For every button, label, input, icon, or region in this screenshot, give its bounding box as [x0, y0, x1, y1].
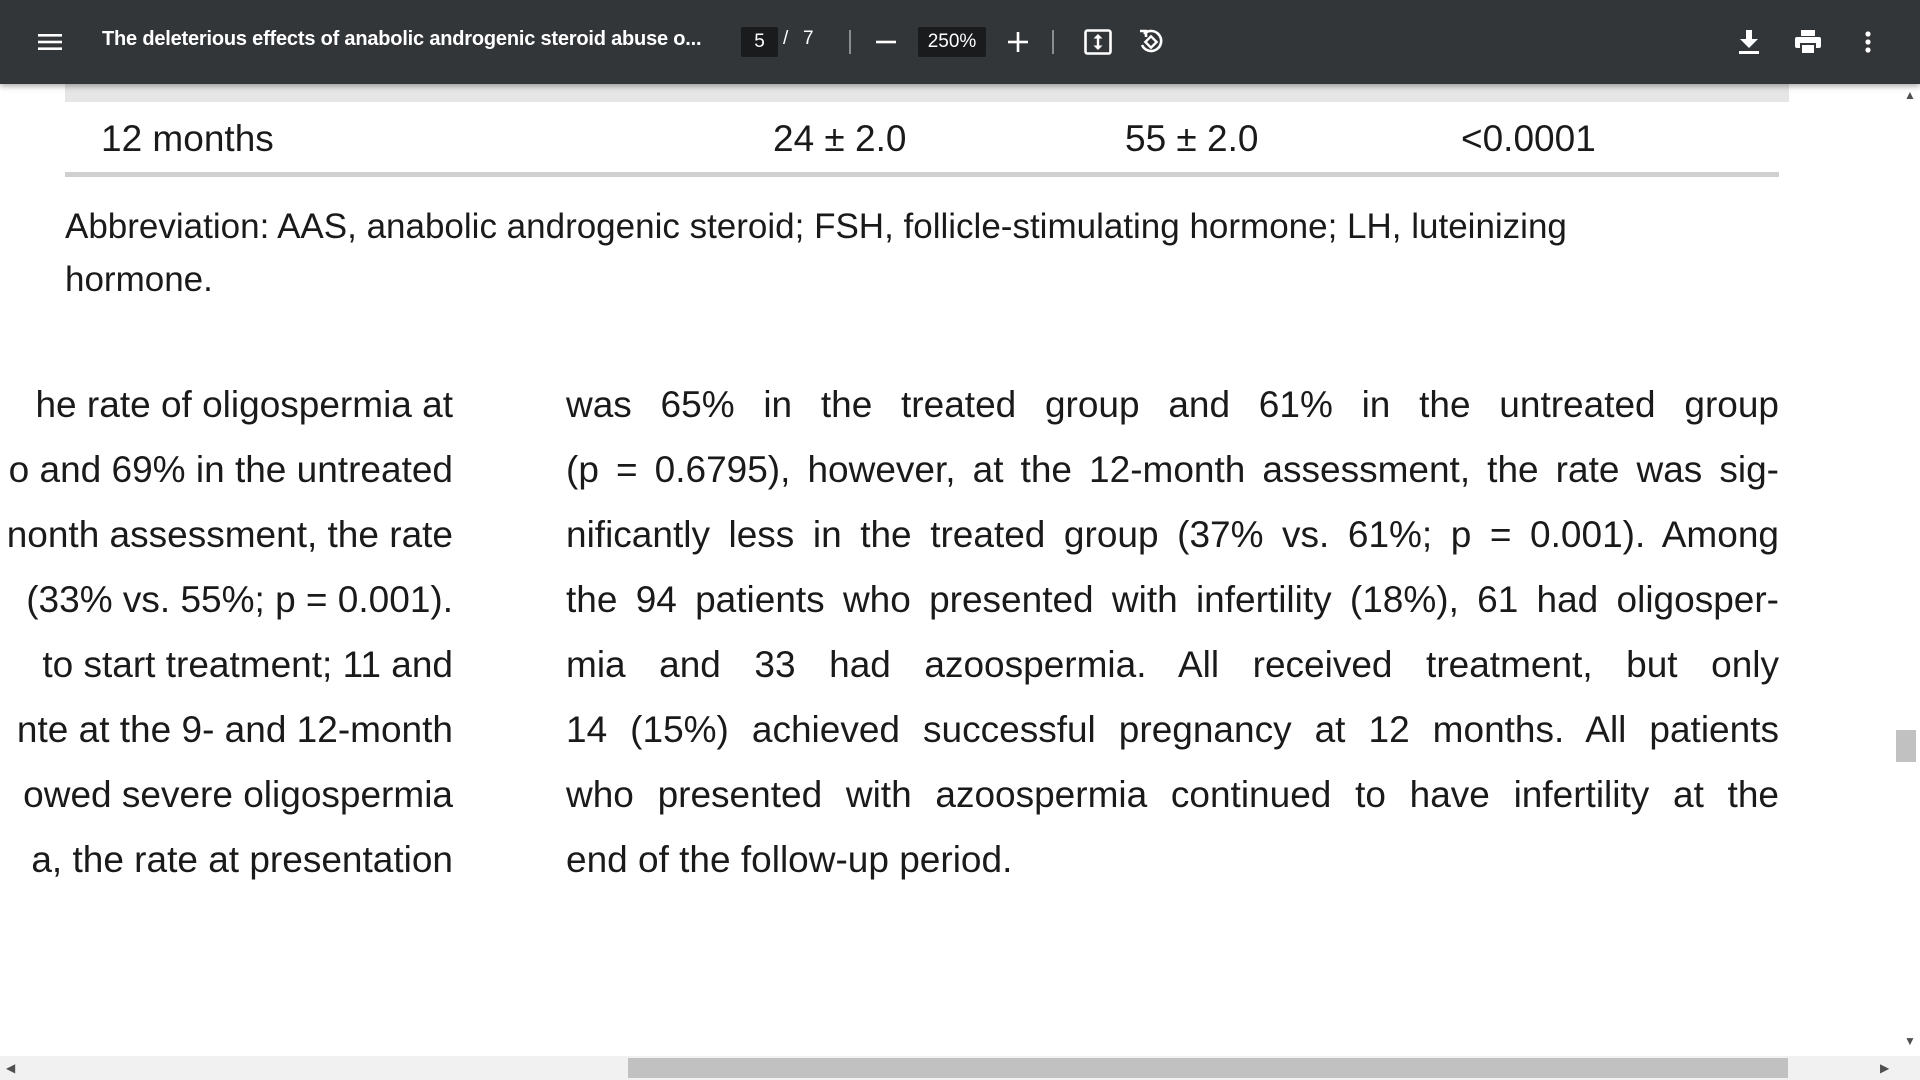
fit-page-icon [1084, 29, 1112, 55]
zoom-out-button[interactable] [866, 22, 906, 62]
vertical-scrollbar[interactable] [1900, 84, 1920, 1056]
text-line: was 65% in the treated group and 61% in the untreated group [566, 384, 1779, 425]
download-button[interactable] [1729, 22, 1769, 62]
menu-icon [38, 32, 62, 52]
scroll-down-arrow-icon[interactable]: ▼ [1904, 1034, 1916, 1048]
vertical-scroll-thumb[interactable] [1896, 730, 1916, 762]
table-cell-label: 12 months [101, 118, 274, 159]
footnote-line: Abbreviation: AAS, anabolic androgenic steroid; FSH, follicle-stimulating hormone; LH, luteinizing [65, 207, 1567, 246]
print-icon [1795, 30, 1821, 54]
footnote-line: hormone. [65, 260, 213, 299]
scroll-right-arrow-icon[interactable]: ▶ [1880, 1061, 1890, 1075]
page-total: 7 [803, 28, 814, 49]
scrollbar-corner [1900, 1056, 1920, 1080]
text-line: (33% vs. 55%; p = 0.001). [26, 579, 453, 620]
scroll-left-arrow-icon[interactable]: ◀ [6, 1061, 16, 1075]
more-vert-icon [1865, 31, 1871, 53]
document-viewer[interactable] [0, 84, 1920, 1080]
table-cell: 55 ± 2.0 [1125, 118, 1259, 159]
text-line: who presented with azoospermia continued to have infertility at the [566, 774, 1779, 815]
text-line: owed severe oligospermia [23, 774, 453, 815]
plus-icon [1008, 32, 1028, 52]
table-footnote [65, 200, 1765, 306]
toolbar-divider [1052, 30, 1054, 54]
text-line: the 94 patients who presented with infertility (18%), 61 had oligosper- [566, 579, 1779, 620]
scroll-up-arrow-icon[interactable]: ▲ [1904, 88, 1916, 102]
text-line: o and 69% in the untreated [8, 449, 453, 490]
text-line: to start treatment; 11 and [42, 644, 453, 685]
left-text-column [0, 372, 453, 892]
text-line: nificantly less in the treated group (37% vs. 61%; p = 0.001). Among [566, 514, 1779, 555]
table-cell-p-value: <0.0001 [1461, 118, 1596, 159]
rotate-button[interactable] [1131, 22, 1171, 62]
text-line: he rate of oligospermia at [35, 384, 453, 425]
print-button[interactable] [1788, 22, 1828, 62]
page-number-input[interactable]: 5 [741, 27, 778, 57]
toolbar-divider [849, 30, 851, 54]
text-line: mia and 33 had azoospermia. All received treatment, but only [566, 644, 1779, 685]
menu-button[interactable] [30, 22, 70, 62]
zoom-level-input[interactable]: 250% [918, 27, 986, 57]
pdf-page [0, 84, 1900, 1056]
text-line: nonth assessment, the rate [6, 514, 453, 555]
text-line: nte at the 9- and 12-month [16, 709, 453, 750]
table-bottom-rule [65, 172, 1779, 177]
horizontal-scroll-thumb[interactable] [628, 1058, 1788, 1078]
fit-to-page-button[interactable] [1078, 22, 1118, 62]
text-line: (p = 0.6795), however, at the 12-month assessment, the rate was sig- [566, 449, 1779, 490]
pdf-toolbar [0, 0, 1920, 84]
minus-icon [876, 40, 896, 44]
download-icon [1738, 30, 1760, 54]
table-row [65, 102, 1779, 159]
text-line: 14 (15%) achieved successful pregnancy at 12 months. All patients [566, 709, 1779, 750]
page-separator: / [783, 28, 789, 49]
right-text-column [566, 372, 1779, 892]
more-options-button[interactable] [1848, 22, 1888, 62]
table-row-shading [65, 84, 1789, 102]
rotate-icon [1137, 28, 1165, 56]
document-title: The deleterious effects of anabolic androgenic steroid abuse o... [102, 28, 702, 50]
text-line: end of the follow-up period. [566, 839, 1013, 880]
zoom-in-button[interactable] [998, 22, 1038, 62]
text-line: a, the rate at presentation [31, 839, 453, 880]
table-cell: 24 ± 2.0 [773, 118, 907, 159]
